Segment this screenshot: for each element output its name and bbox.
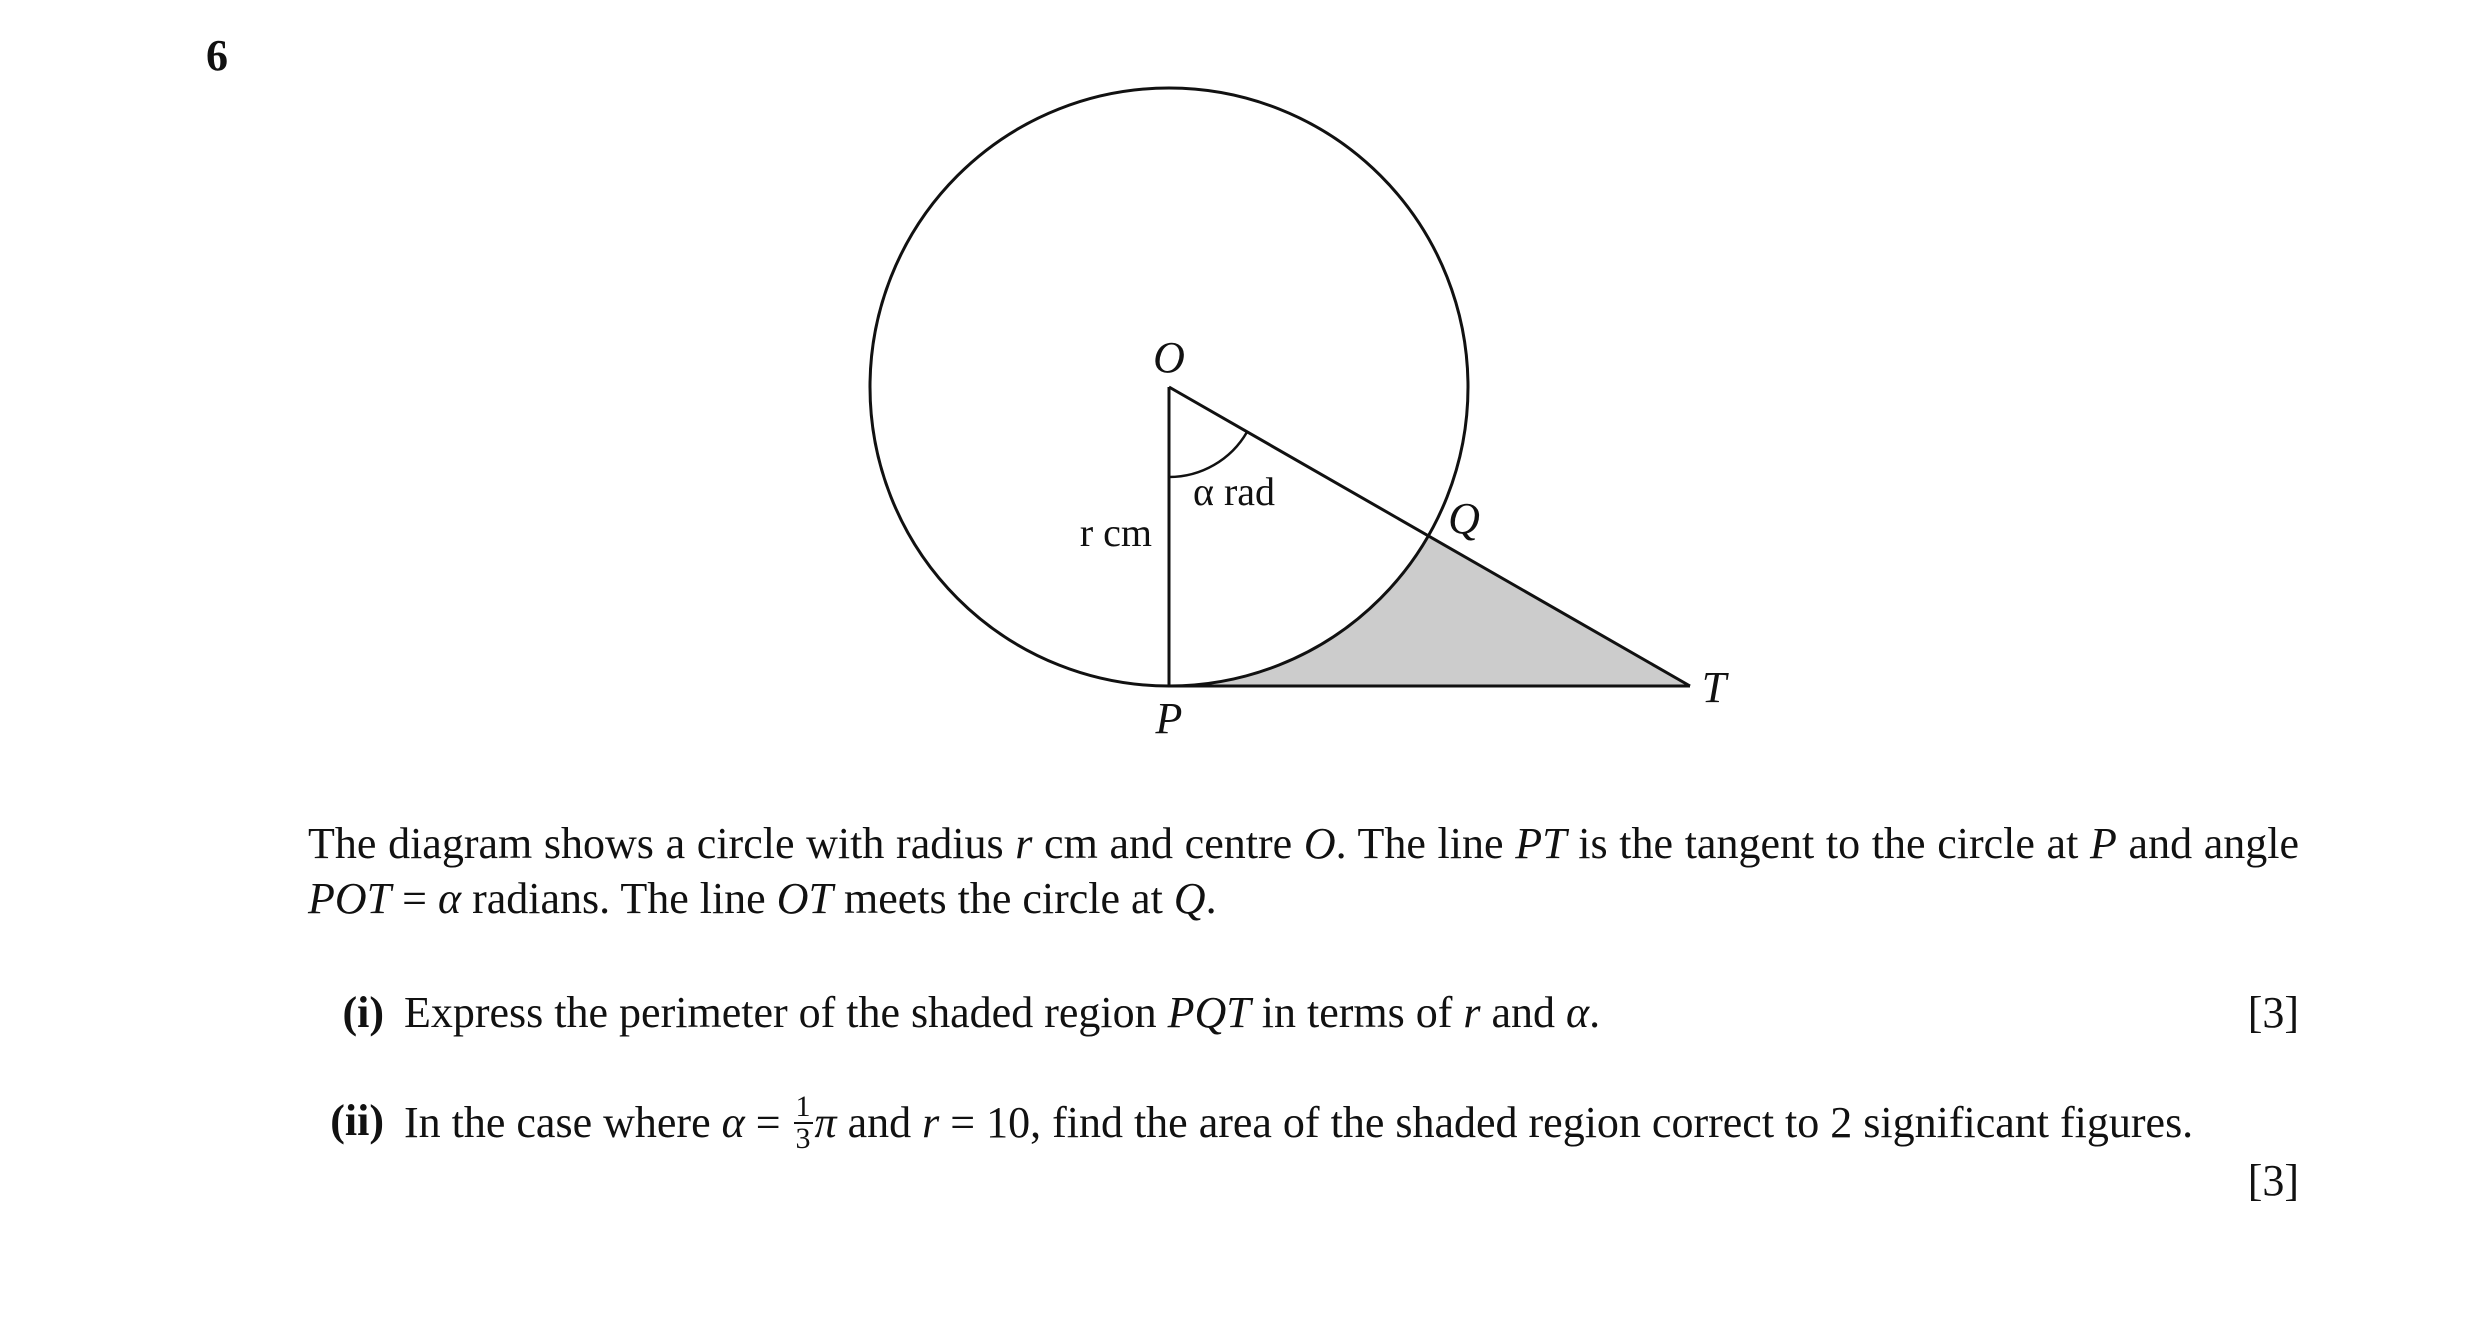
shaded-region-pqt	[1169, 536, 1690, 686]
label-q: Q	[1448, 494, 1480, 543]
part-label: (i)	[342, 988, 384, 1037]
fraction-one-third: $\frac{1}{3}$	[795, 1089, 811, 1155]
part-label: (ii)	[330, 1096, 384, 1145]
label-p: P	[1155, 694, 1183, 743]
marks: [3]	[2247, 988, 2299, 1037]
part-text: In the case where α = $\frac{1}{3}$ π and r = 10, find the area of the shaded region correct to 2 significant figures.	[404, 1089, 2194, 1155]
part-ii	[308, 1089, 2299, 1213]
label-radius: r cm	[1079, 510, 1152, 555]
label-o: O	[1153, 333, 1185, 382]
question-stem: The diagram shows a circle with radius r cm and centre O. The line PT is the tangent to the circle at P and angle POT = α radians. The line OT meets the circle at Q.	[308, 819, 2300, 923]
marks: [3]	[2247, 1156, 2299, 1205]
part-i	[308, 985, 2299, 1045]
label-t: T	[1701, 663, 1727, 712]
part-text: Express the perimeter of the shaded region PQT in terms of r and α.	[404, 988, 1601, 1037]
question-number: 6	[206, 31, 228, 80]
label-angle: α rad	[1193, 469, 1276, 514]
